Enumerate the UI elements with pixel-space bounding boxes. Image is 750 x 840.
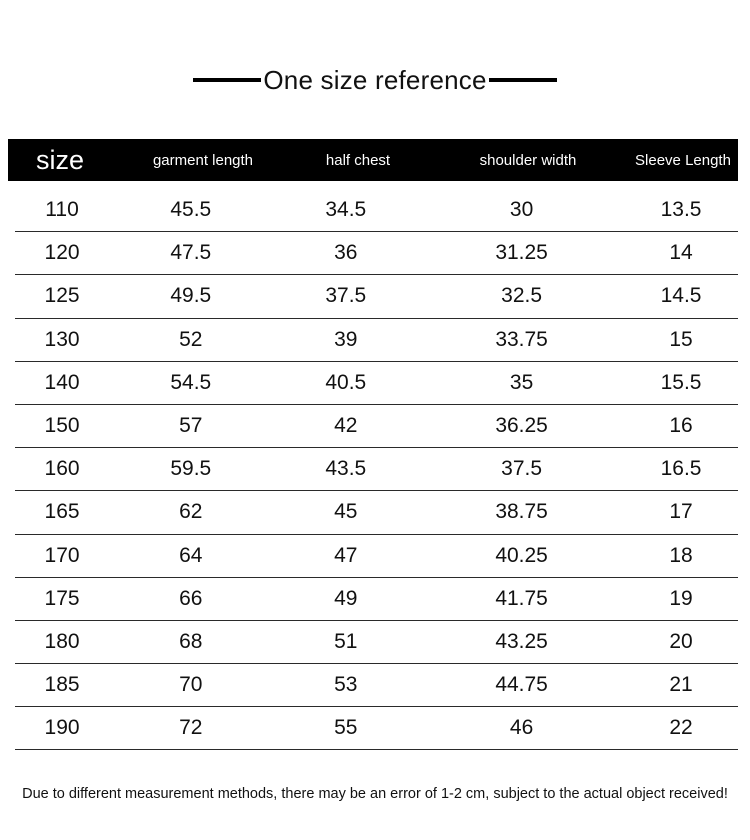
cell-half-chest: 40.5 <box>325 370 367 394</box>
cell-sleeve-length: 20 <box>669 629 693 653</box>
cell-size: 190 <box>44 716 80 740</box>
cell-garment-length: 47.5 <box>170 241 212 265</box>
cell-size: 150 <box>44 414 80 438</box>
cell-garment-length: 54.5 <box>170 370 212 394</box>
cell-size: 140 <box>44 370 80 394</box>
cell-shoulder-width: 35 <box>509 370 534 394</box>
cell-size: 170 <box>44 543 80 567</box>
cell-garment-length: 57 <box>179 414 203 438</box>
table-row <box>15 578 738 621</box>
cell-half-chest: 49 <box>334 586 358 610</box>
cell-sleeve-length: 18 <box>669 543 693 567</box>
cell-shoulder-width: 31.25 <box>495 241 548 265</box>
cell-shoulder-width: 40.25 <box>495 543 548 567</box>
cell-half-chest: 53 <box>334 673 358 697</box>
cell-garment-length: 45.5 <box>170 198 212 222</box>
cell-shoulder-width: 36.25 <box>495 414 548 438</box>
cell-sleeve-length: 15 <box>669 327 693 351</box>
cell-shoulder-width: 38.75 <box>495 500 548 524</box>
cell-sleeve-length: 13.5 <box>660 198 702 222</box>
cell-size: 180 <box>44 629 80 653</box>
cell-size: 110 <box>45 198 79 222</box>
cell-half-chest: 42 <box>334 414 358 438</box>
cell-shoulder-width: 46 <box>509 716 534 740</box>
cell-shoulder-width: 30 <box>509 198 534 222</box>
cell-size: 120 <box>44 241 80 265</box>
title-right-rule <box>489 78 557 82</box>
cell-sleeve-length: 16.5 <box>660 457 702 481</box>
cell-garment-length: 66 <box>179 586 203 610</box>
cell-garment-length: 68 <box>179 629 203 653</box>
measurement-note: Due to different measurement methods, there may be an error of 1-2 cm, subject to the actual object received! <box>22 786 728 802</box>
cell-half-chest: 34.5 <box>325 198 367 222</box>
table-row <box>15 448 738 491</box>
table-row <box>15 707 738 750</box>
table-row <box>15 232 738 275</box>
cell-size: 165 <box>44 500 80 524</box>
cell-half-chest: 51 <box>334 629 358 653</box>
table-row <box>15 362 738 405</box>
table-header <box>8 139 738 181</box>
table-row <box>15 275 738 318</box>
table-row <box>15 319 738 362</box>
cell-garment-length: 62 <box>179 500 203 524</box>
cell-half-chest: 43.5 <box>325 457 367 481</box>
cell-shoulder-width: 43.25 <box>495 629 548 653</box>
cell-half-chest: 36 <box>334 241 358 265</box>
cell-half-chest: 45 <box>334 500 358 524</box>
cell-sleeve-length: 14.5 <box>660 284 702 308</box>
cell-sleeve-length: 15.5 <box>660 370 702 394</box>
table-row <box>15 405 738 448</box>
cell-sleeve-length: 19 <box>669 586 693 610</box>
cell-shoulder-width: 44.75 <box>495 673 548 697</box>
table-row <box>15 535 738 578</box>
cell-sleeve-length: 16 <box>669 414 693 438</box>
header-size: size <box>36 144 85 175</box>
header-half-chest: half chest <box>325 151 391 169</box>
cell-half-chest: 55 <box>334 716 358 740</box>
table-row <box>15 491 738 534</box>
cell-shoulder-width: 37.5 <box>501 457 543 481</box>
cell-sleeve-length: 17 <box>669 500 693 524</box>
cell-garment-length: 64 <box>179 543 203 567</box>
page-title: One size reference <box>263 64 487 95</box>
table-row <box>15 664 738 707</box>
cell-size: 160 <box>44 457 80 481</box>
cell-garment-length: 49.5 <box>170 284 212 308</box>
cell-shoulder-width: 41.75 <box>495 586 548 610</box>
cell-size: 185 <box>44 673 80 697</box>
size-table <box>15 189 738 750</box>
title-block <box>0 62 750 98</box>
cell-size: 130 <box>44 327 80 351</box>
header-shoulder-width: shoulder width <box>479 151 577 169</box>
cell-sleeve-length: 21 <box>669 673 693 697</box>
header-sleeve-length: Sleeve Length <box>635 151 731 169</box>
header-garment-length: garment length <box>152 151 254 169</box>
cell-garment-length: 59.5 <box>170 457 212 481</box>
cell-garment-length: 72 <box>179 716 203 740</box>
cell-size: 175 <box>44 586 80 610</box>
cell-garment-length: 52 <box>179 327 203 351</box>
cell-sleeve-length: 14 <box>669 241 693 265</box>
table-row <box>15 621 738 664</box>
cell-garment-length: 70 <box>179 673 203 697</box>
table-row <box>15 189 738 232</box>
cell-half-chest: 39 <box>334 327 358 351</box>
cell-half-chest: 37.5 <box>325 284 367 308</box>
title-left-rule <box>193 78 261 82</box>
cell-shoulder-width: 33.75 <box>495 327 548 351</box>
cell-shoulder-width: 32.5 <box>501 284 543 308</box>
cell-half-chest: 47 <box>334 543 358 567</box>
cell-sleeve-length: 22 <box>669 716 693 740</box>
cell-size: 125 <box>44 284 80 308</box>
